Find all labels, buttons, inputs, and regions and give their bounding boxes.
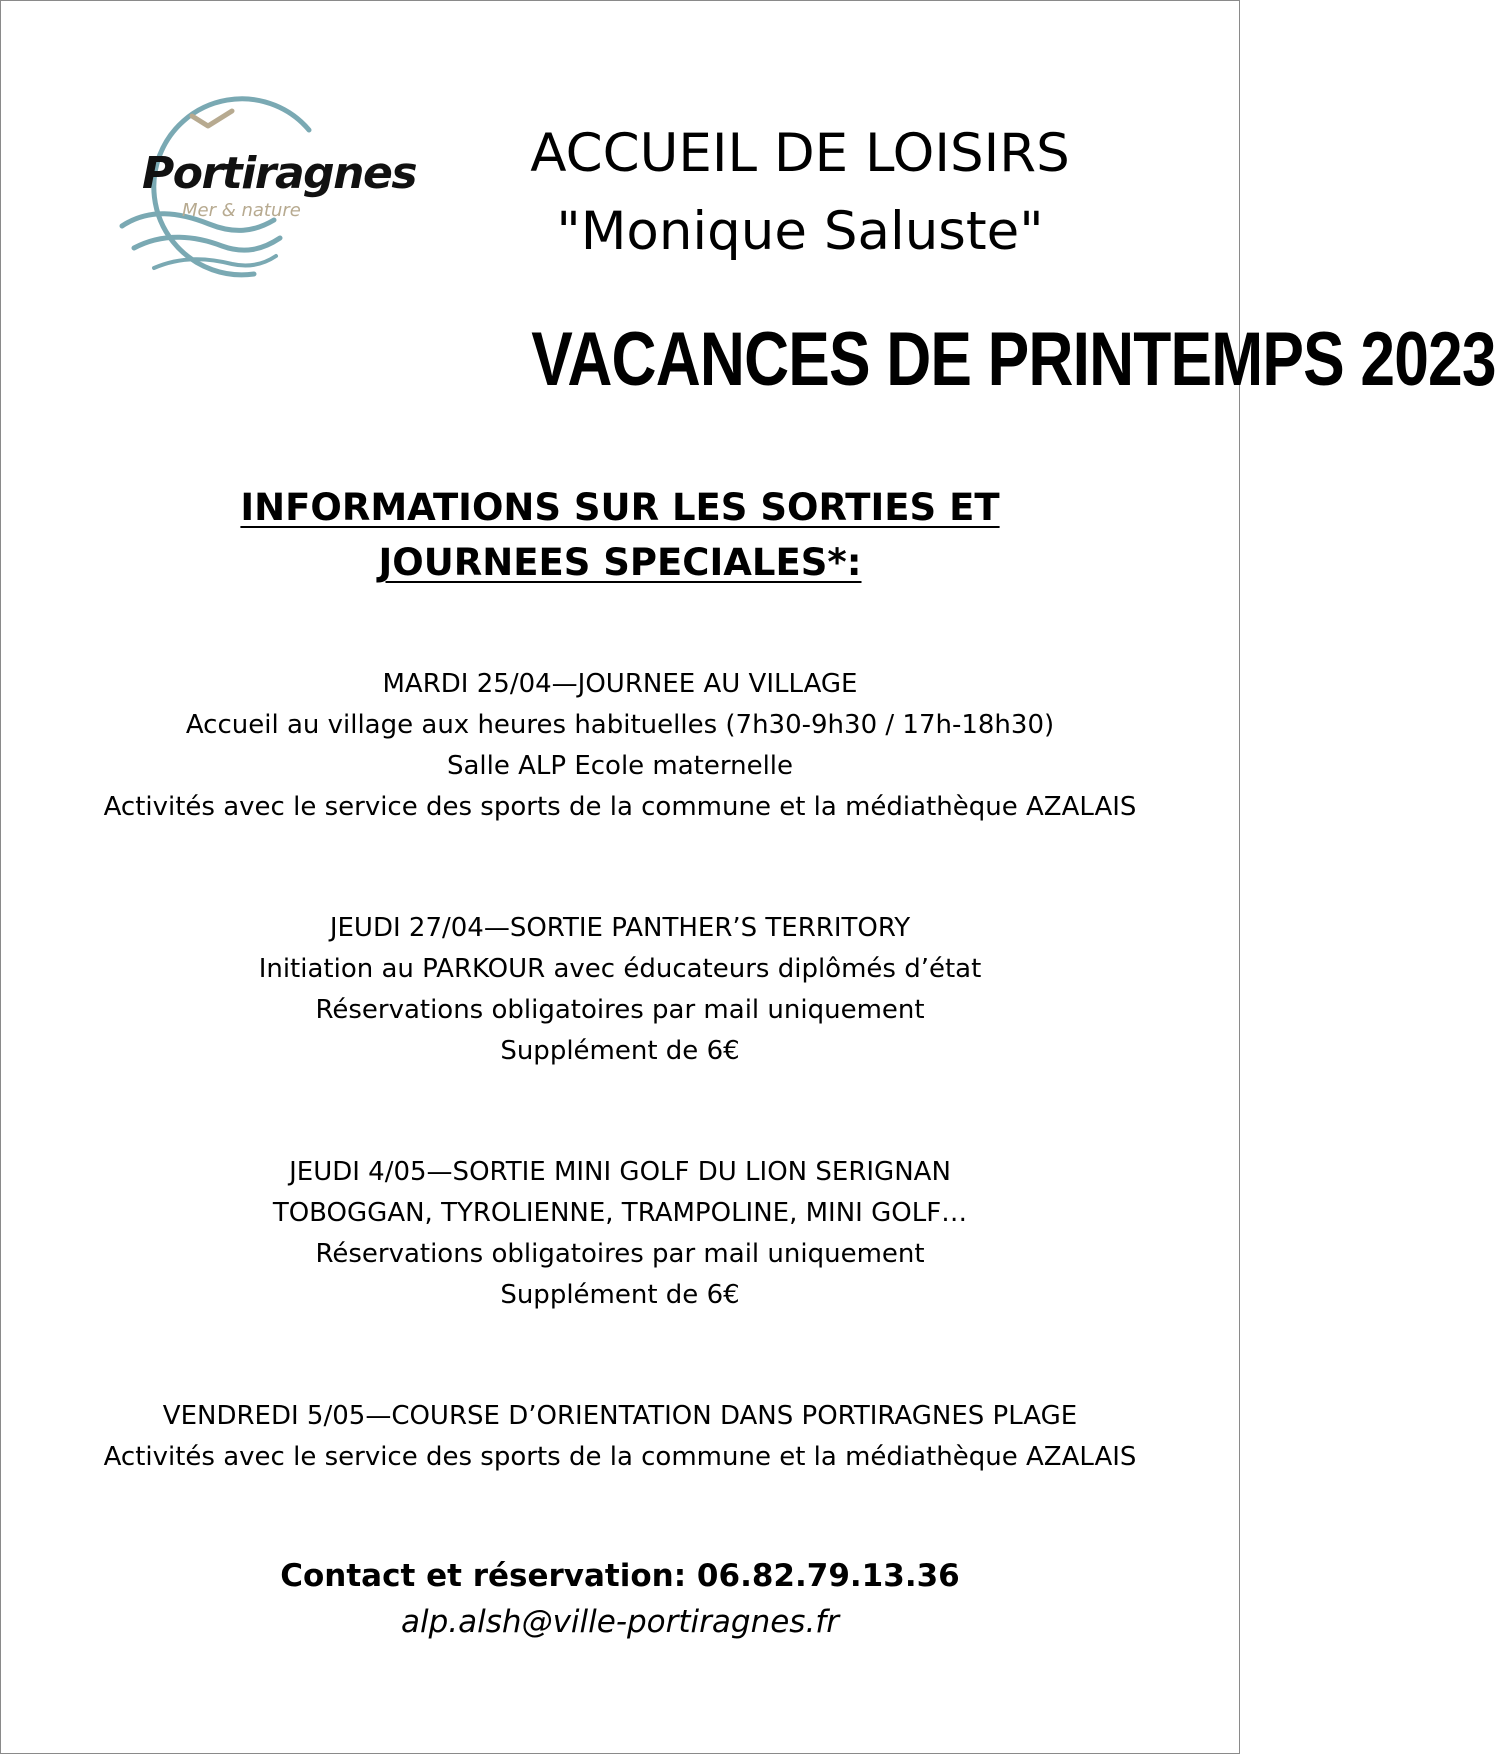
event-line: Activités avec le service des sports de la commune et la médiathèque AZALAIS (103, 792, 1137, 822)
event-line: Initiation au PARKOUR avec éducateurs diplômés d’état (258, 954, 982, 984)
logo-wave-3 (154, 256, 276, 268)
event-line: Activités avec le service des sports de la commune et la médiathèque AZALAIS (103, 1442, 1137, 1472)
event-block (40, 1152, 1200, 1316)
portiragnes-logo (104, 108, 454, 293)
event-block (40, 1396, 1200, 1478)
event-line: Supplément de 6€ (500, 1036, 740, 1066)
event-title: JEUDI 27/04—SORTIE PANTHER’S TERRITORY (329, 913, 911, 943)
logo-wave-2 (134, 237, 280, 250)
section-heading-line-1: INFORMATIONS SUR LES SORTIES ET (240, 486, 1000, 529)
event-line: Réservations obligatoires par mail uniquement (315, 995, 925, 1025)
header-season-title: VACANCES DE PRINTEMPS 2023 (531, 317, 1496, 402)
logo-tagline: Mer & nature (182, 200, 301, 221)
event-title: VENDREDI 5/05—COURSE D’ORIENTATION DANS PORTIRAGNES PLAGE (162, 1401, 1078, 1431)
event-line: Salle ALP Ecole maternelle (446, 751, 794, 781)
event-block (40, 908, 1200, 1072)
event-line: Supplément de 6€ (500, 1280, 740, 1310)
event-title: JEUDI 4/05—SORTIE MINI GOLF DU LION SERIGNAN (289, 1157, 951, 1187)
logo-wordmark: Portiragnes (142, 148, 417, 199)
event-block (40, 664, 1200, 828)
event-title: MARDI 25/04—JOURNEE AU VILLAGE (382, 669, 858, 699)
header-subtitle: "Monique Saluste" (556, 201, 1044, 262)
event-line: Réservations obligatoires par mail uniquement (315, 1239, 925, 1269)
contact-email[interactable]: alp.alsh@ville-portiragnes.fr (401, 1604, 839, 1640)
event-line: Accueil au village aux heures habituelles (7h30-9h30 / 17h-18h30) (185, 710, 1055, 740)
header-title: ACCUEIL DE LOISIRS (530, 123, 1070, 184)
section-heading (120, 480, 1120, 590)
section-heading-line-2: JOURNEES SPECIALES*: (378, 541, 862, 584)
event-line: TOBOGGAN, TYROLIENNE, TRAMPOLINE, MINI GOLF… (272, 1198, 968, 1228)
contact-phone: Contact et réservation: 06.82.79.13.36 (280, 1558, 960, 1594)
